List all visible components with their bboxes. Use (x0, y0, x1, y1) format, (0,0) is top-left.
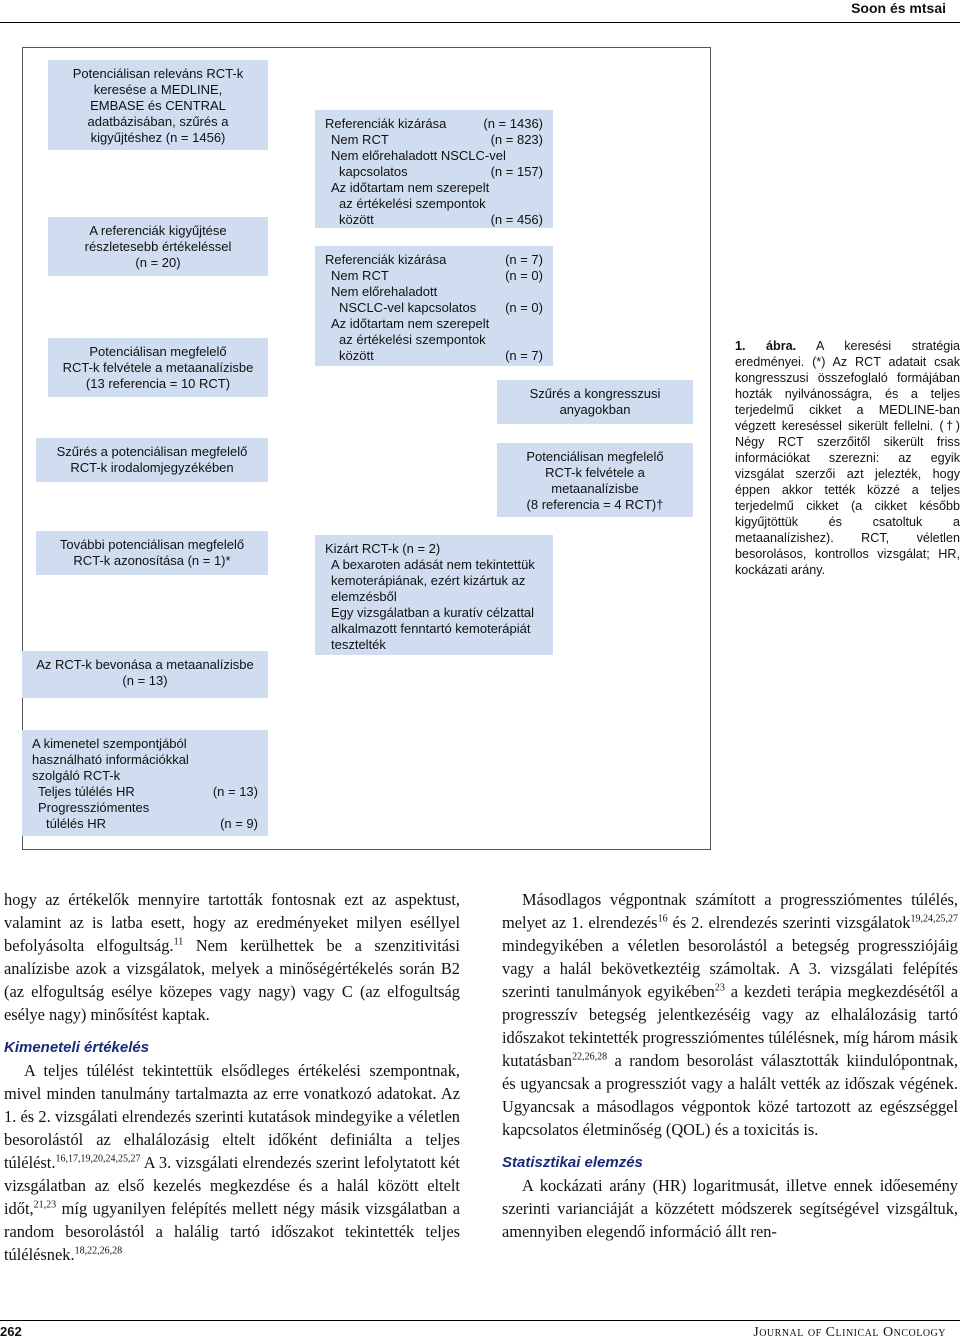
outcome-row (32, 816, 258, 832)
row-count: (n = 456) (490, 212, 543, 227)
row-count: (n = 7) (505, 252, 543, 267)
row-label: között (339, 212, 374, 227)
exclusion-row (325, 164, 543, 180)
flow-box-text: Szűrés a kongresszusi anyagokban (529, 386, 661, 417)
row-label: Nem RCT (331, 268, 389, 283)
citation: 22,26,28 (572, 1051, 608, 1063)
exclusion-row (325, 116, 543, 132)
row-label: Az időtartam nem szerepelt (331, 180, 490, 195)
flow-box-search (48, 60, 268, 150)
row-count: (n = 823) (490, 132, 543, 147)
excluded-title: Kizárt RCT-k (n = 2) (325, 541, 441, 556)
flow-box-bibliography-screening (36, 438, 268, 482)
excluded-line: kemoterápiának, ezért kizártuk az (331, 573, 526, 588)
row-count: (n = 1436) (483, 116, 543, 131)
row-label: Nem RCT (331, 132, 389, 147)
row-label: túlélés HR (46, 816, 106, 831)
journal-name: Journal of Clinical Oncology (753, 1325, 946, 1340)
row-label: Referenciák kizárása (325, 252, 447, 267)
outcome-box (22, 730, 268, 836)
citation: 19,24,25,27 (910, 913, 958, 925)
flow-box-text: A referenciák kigyűjtése részletesebb értékeléssel (n = 20) (84, 223, 232, 270)
flow-box-detailed-review (48, 217, 268, 276)
section-heading: Kimeneteli értékelés (4, 1039, 150, 1056)
row-label: Progressziómentes (38, 800, 150, 815)
exclusion-row (325, 212, 543, 228)
exclusion-row (325, 180, 543, 196)
excluded-rct-box (315, 535, 553, 655)
row-label: az értékelési szempontok (339, 196, 486, 211)
header-rule (0, 22, 960, 23)
row-label: Teljes túlélés HR (38, 784, 135, 799)
exclusion-box-2 (315, 246, 553, 366)
row-count: (n = 0) (505, 300, 543, 315)
excluded-line: Egy vizsgálatban a kuratív célzattal (331, 605, 535, 620)
caption-text: A keresési stratégia eredményei. (*) Az RCT adatait csak kongresszusi összefoglaló formájában hozták nyilvánosságra, és a teljes terjedelmű cikket a MEDLINE-ban végzett kereséssel sikerült fellelni. (†) Négy RCT szerzőitől sikerült friss információkat szerezni: az egyik vizsgálat szerzői azt jelezték, hogy éppen akkor tették közzé a teljes terjedelmű cikket (a cikket később kigyűjtöttük és csatoltuk a metaanalízishez). RCT, véletlen besorolásos, kontrollos vizsgálat; HR, kockázati arány. (735, 339, 960, 577)
running-head: Soon és mtsai (851, 0, 946, 16)
paragraph (502, 888, 958, 1141)
flow-box-included (48, 338, 268, 397)
body-column-left (4, 888, 460, 1266)
caption-label: 1. ábra. (735, 339, 797, 353)
exclusion-row (325, 284, 543, 300)
section-heading: Statisztikai elemzés (502, 1154, 643, 1171)
text: mindegyikében a véletlen besorolástól a betegség progressziójáig vagy a halál bekövetkeztéig számoltak. A 3. vizsgálati felépítés szerinti tanulmányok egyikében (502, 936, 958, 1001)
paragraph (4, 1059, 460, 1266)
row-label: Nem előrehaladott (331, 284, 438, 299)
citation: 21,23 (33, 1199, 57, 1211)
page-number: 262 (0, 1324, 22, 1339)
row-count: (n = 9) (220, 816, 258, 831)
row-label: Referenciák kizárása (325, 116, 447, 131)
excluded-line: tesztelték (331, 637, 386, 652)
outcome-row (32, 800, 258, 816)
flow-box-congress-screening (497, 380, 693, 424)
row-label: NSCLC-vel kapcsolatos (339, 300, 477, 315)
exclusion-row (325, 332, 543, 348)
flow-box-text: Potenciálisan megfelelő RCT-k felvétele a metaanalízisbe (8 referencia = 4 RCT)† (526, 449, 664, 512)
footer-rule (0, 1320, 960, 1321)
row-count: (n = 7) (505, 348, 543, 363)
text: A teljes túlélést tekintettük elsődleges értékelési szempontnak, mivel minden tanulmány tartalmazta az erre vonatkozó adatokat. Az 1. és 2. vizsgálati elrendezés szerinti kutatások mindegyike a véletlen besorolástól az elhalálozásig eltelt időként definiálta a teljes túlélést. (4, 1061, 460, 1172)
citation: 16 (657, 913, 668, 925)
flow-box-final-inclusion (22, 651, 268, 698)
flow-box-text: Az RCT-k bevonása a metaanalízisbe (n = 13) (36, 657, 254, 688)
exclusion-box-1 (315, 110, 553, 228)
exclusion-row (325, 268, 543, 284)
row-label: az értékelési szempontok (339, 332, 486, 347)
text: A 3. vizsgálati elrendezés szerint lefolytatott két vizsgálatban az első kezelés megkezdése és a halál között eltelt időt, (4, 1153, 460, 1218)
row-label: Az időtartam nem szerepelt (331, 316, 490, 331)
exclusion-row (325, 196, 543, 212)
row-count: (n = 157) (490, 164, 543, 179)
text: Nem kerülhettek be a szenzitivitási analízisbe azok a vizsgálatok, melyek a minőségértékelés során B2 (az elfogultság esélye közepes vagy nagy) vagy C (az elfogultság esélye nagy) minősítést kaptak. (4, 936, 460, 1024)
flow-box-text: További potenciálisan megfelelő RCT-k azonosítása (n = 1)* (59, 537, 245, 568)
citation: 18,22,26,28 (74, 1245, 123, 1257)
row-count: (n = 0) (505, 268, 543, 283)
flow-box-text: Potenciálisan megfelelő RCT-k felvétele a metaanalízisbe (13 referencia = 10 RCT) (62, 344, 254, 391)
outcome-row (32, 784, 258, 800)
flow-box-congress-included (497, 443, 693, 517)
text: a kezdeti terápia megkezdésétől a progresszív betegség jelentkezéséig vagy az elhalálozásig tartó időszakot tekintették progressziómentes túlélésnek, míg három másik kutatásban (502, 982, 959, 1070)
excluded-line: A bexaroten adását nem tekintettük (331, 557, 535, 572)
citation: 11 (173, 936, 184, 948)
citation: 23 (714, 982, 725, 994)
text: míg ugyanilyen felépítés mellett négy másik vizsgálatban a random besorolástól a halálig tartó időszakot tekintették teljes túlélésnek. (4, 1199, 460, 1264)
exclusion-row (325, 148, 543, 164)
text: és 2. elrendezés szerinti vizsgálatok (667, 913, 911, 932)
flow-box-text: Potenciálisan releváns RCT-k keresése a MEDLINE, EMBASE és CENTRAL adatbázisában, szűrés a kigyűjtéshez (n = 1456) (72, 66, 244, 145)
excluded-line: alkalmazott fenntartó kemoterápiát (331, 621, 531, 636)
exclusion-row (325, 348, 543, 364)
flow-box-additional-rct (36, 531, 268, 575)
exclusion-row (325, 252, 543, 268)
text: hogy az értékelők mennyire tartották fontosnak ezt az aspektust, valamint az is latba esett, hogy az eredményeket milyen eséllyel befolyásolta elfogultság. (4, 890, 460, 955)
outcome-title: A kimenetel szempontjából használható információkkal szolgáló RCT-k (32, 736, 189, 783)
paragraph: A kockázati arány (HR) logaritmusát, illetve ennek időesemény szerinti varianciáját a közzétett módszerek segítségével vizsgáltuk, amennyiben elegendő információ állt ren- (502, 1176, 958, 1241)
text: Másodlagos végpontnak számított a progressziómentes túlélés, melyet az 1. elrendezés (502, 890, 958, 932)
citation: 16,17,19,20,24,25,27 (55, 1153, 141, 1165)
exclusion-row (325, 132, 543, 148)
paragraph (4, 888, 460, 1026)
figure-caption (735, 338, 960, 578)
exclusion-row (325, 300, 543, 316)
row-label: között (339, 348, 374, 363)
row-count: (n = 13) (212, 784, 258, 799)
row-label: Nem előrehaladott NSCLC-vel (331, 148, 506, 163)
exclusion-row (325, 316, 543, 332)
row-label: kapcsolatos (339, 164, 408, 179)
excluded-line: elemzésből (331, 589, 397, 604)
text: a random besorolást választották kiindulópontnak, és ugyancsak a progressziót vagy a halált vették az időszak végének. Ugyancsak a másodlagos végpontok közé tartozott az egészséggel kapcsolatos életminőség (QOL) és a toxicitás is. (502, 1051, 958, 1139)
flow-box-text: Szűrés a potenciálisan megfelelő RCT-k irodalomjegyzékében (56, 444, 248, 475)
body-column-right (502, 888, 958, 1243)
